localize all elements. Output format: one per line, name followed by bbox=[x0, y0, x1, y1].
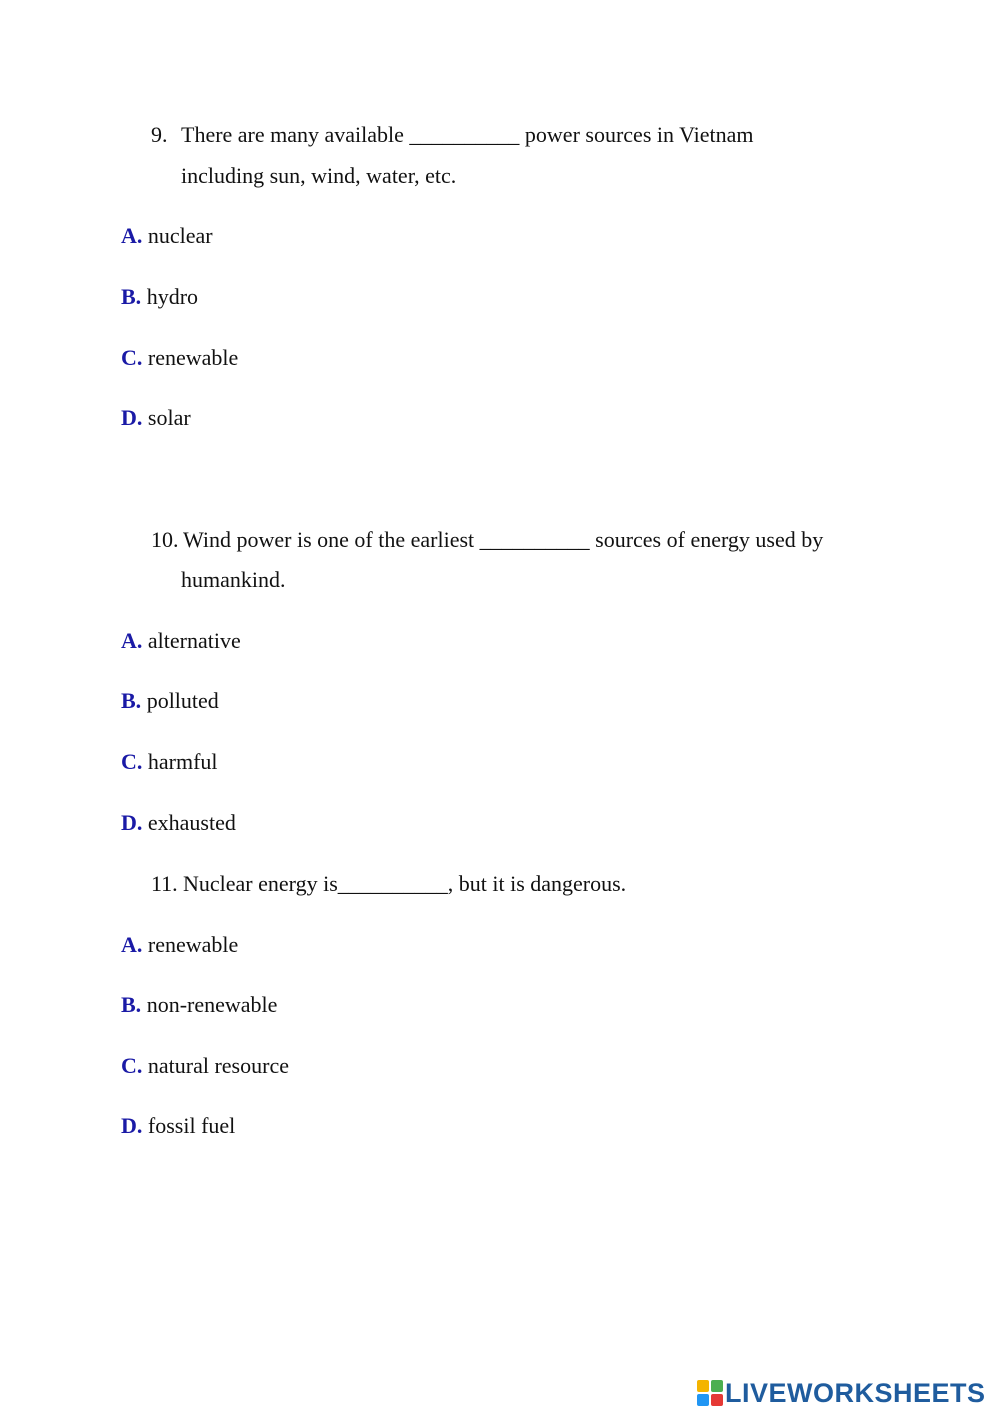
option-d[interactable] bbox=[121, 405, 191, 431]
question-text-line1: There are many available __________ power sources in Vietnam bbox=[181, 122, 754, 147]
option-letter: C. bbox=[121, 345, 143, 370]
option-b[interactable] bbox=[121, 992, 277, 1018]
option-letter: B. bbox=[121, 992, 142, 1017]
option-b[interactable] bbox=[121, 688, 219, 714]
liveworksheets-brand[interactable] bbox=[697, 1378, 986, 1408]
option-d[interactable] bbox=[121, 810, 236, 836]
option-letter: D. bbox=[121, 1113, 143, 1138]
question-text-line1: Nuclear energy is__________, but it is dangerous. bbox=[183, 871, 627, 896]
option-a[interactable] bbox=[121, 628, 241, 654]
brand-name: LIVEWORKSHEETS bbox=[725, 1378, 986, 1408]
option-c[interactable] bbox=[121, 345, 238, 371]
option-text: nuclear bbox=[147, 223, 213, 248]
option-letter: D. bbox=[121, 405, 143, 430]
question-number: 10. bbox=[151, 527, 179, 552]
option-text: non-renewable bbox=[146, 992, 278, 1017]
option-b[interactable] bbox=[121, 284, 198, 310]
option-letter: D. bbox=[121, 810, 143, 835]
question-number: 11. bbox=[151, 871, 178, 896]
option-letter: A. bbox=[121, 932, 143, 957]
option-text: renewable bbox=[147, 932, 239, 957]
option-a[interactable] bbox=[121, 223, 213, 249]
option-letter: A. bbox=[121, 628, 143, 653]
option-text: solar bbox=[147, 405, 191, 430]
option-a[interactable] bbox=[121, 932, 238, 958]
option-text: alternative bbox=[147, 628, 241, 653]
question-text-line1: Wind power is one of the earliest __________ sources of energy used by bbox=[183, 527, 824, 552]
question-number: 9. bbox=[151, 122, 168, 147]
option-text: exhausted bbox=[147, 810, 236, 835]
option-letter: C. bbox=[121, 749, 143, 774]
option-letter: C. bbox=[121, 1053, 143, 1078]
option-text: harmful bbox=[147, 749, 218, 774]
option-letter: B. bbox=[121, 688, 142, 713]
option-text: hydro bbox=[146, 284, 199, 309]
question-text-line2: humankind. bbox=[181, 567, 286, 592]
option-text: natural resource bbox=[147, 1053, 289, 1078]
option-letter: B. bbox=[121, 284, 142, 309]
option-letter: A. bbox=[121, 223, 143, 248]
option-c[interactable] bbox=[121, 749, 218, 775]
option-text: renewable bbox=[147, 345, 239, 370]
option-c[interactable] bbox=[121, 1053, 289, 1079]
option-text: polluted bbox=[146, 688, 219, 713]
option-d[interactable] bbox=[121, 1113, 235, 1139]
liveworksheets-logo-icon bbox=[697, 1380, 723, 1406]
option-text: fossil fuel bbox=[147, 1113, 236, 1138]
question-text-line2: including sun, wind, water, etc. bbox=[181, 163, 457, 188]
